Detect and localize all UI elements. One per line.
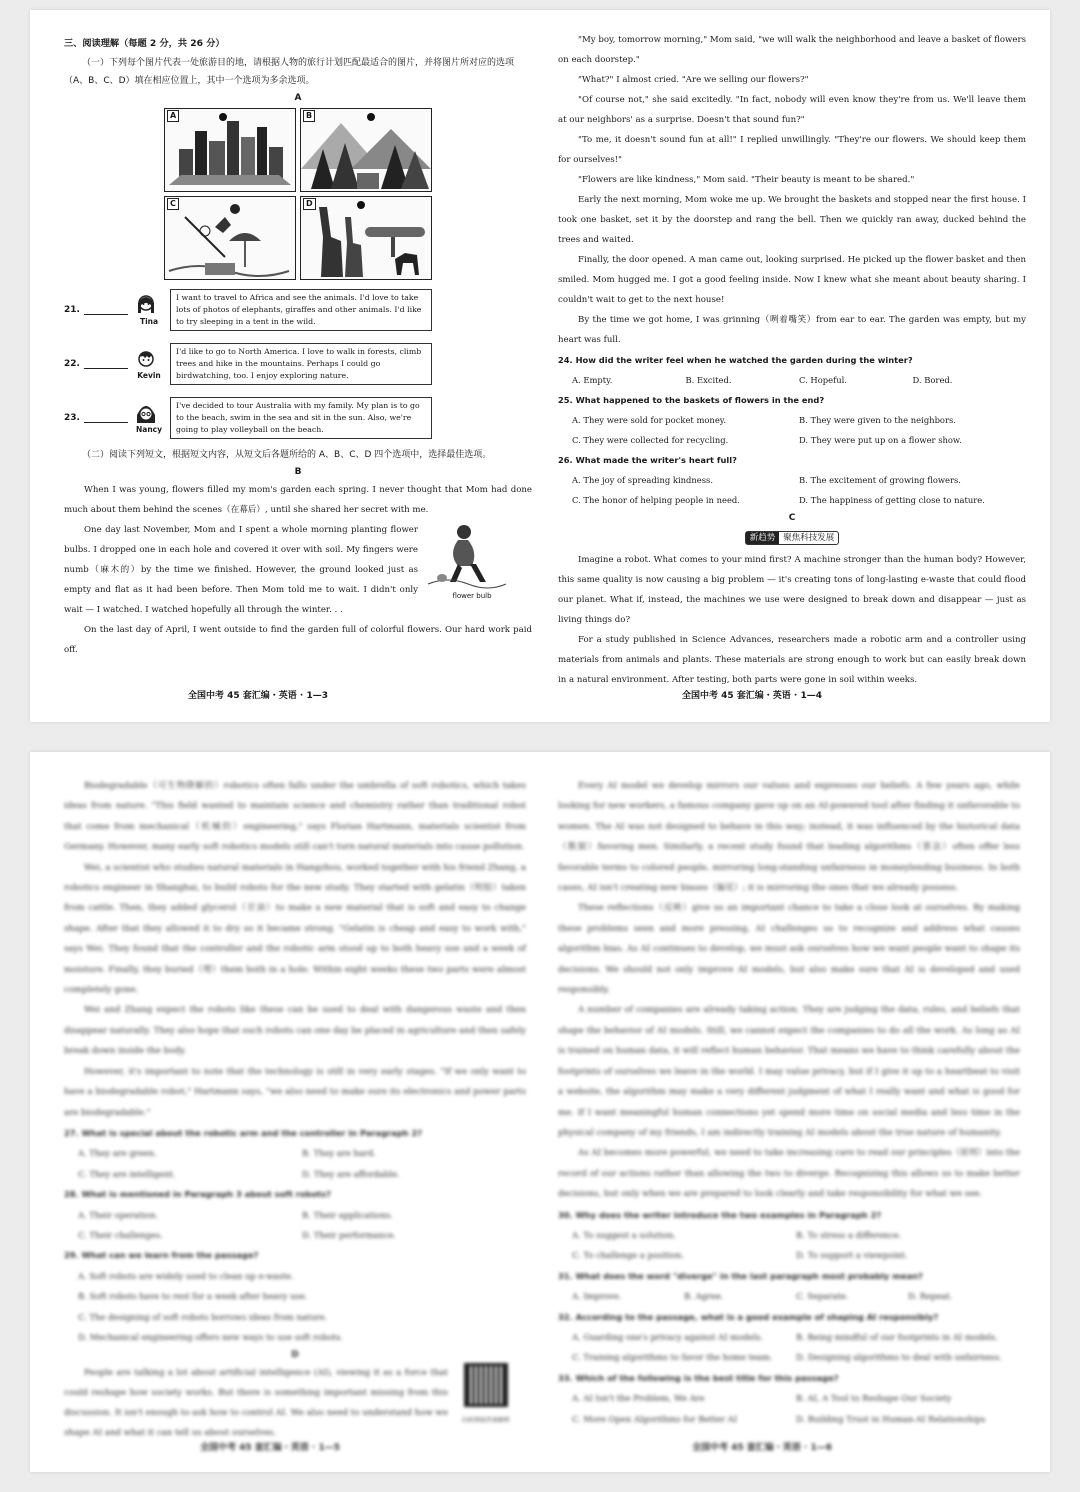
paragraph: Early the next morning, Mom woke me up. We brought the baskets and stopped near the first house. I took one basket, set it by the doorstep and rang the bell. Then we quickly ran away, ducked behind the trees and waited. bbox=[558, 195, 1026, 245]
matching-row bbox=[64, 338, 532, 390]
option[interactable]: C. Separate. bbox=[796, 1291, 849, 1302]
picture-label: C bbox=[167, 198, 179, 210]
speech-bubble: I'd like to go to North America. I love to walk in forests, climb trees and hike in the mountains. Perhaps I could go birdwatching, too. I enjoy exploring nature. bbox=[170, 343, 432, 385]
option[interactable]: C. To challenge a position. bbox=[572, 1250, 685, 1261]
bottom-left-column bbox=[64, 776, 526, 1443]
question: 29. What can we learn from the passage? bbox=[64, 1250, 259, 1261]
passage-d-letter: D bbox=[291, 1350, 299, 1361]
option[interactable]: A. AI Isn't the Problem, We Are bbox=[572, 1393, 705, 1404]
option[interactable]: A. To suggest a solution. bbox=[572, 1229, 676, 1240]
option[interactable]: D. Bored. bbox=[912, 375, 953, 385]
picture-b-forest bbox=[300, 108, 432, 192]
question-number: 23. bbox=[64, 413, 80, 423]
picture-grid bbox=[164, 108, 532, 280]
answer-blank[interactable] bbox=[84, 359, 128, 369]
option[interactable]: C. The designing of soft robots borrows ideas from nature. bbox=[78, 1311, 328, 1322]
matching-row bbox=[64, 392, 532, 444]
page-footer: 全国中考 45 套汇编・英语 · 1—3 bbox=[188, 691, 329, 701]
question: 28. What is mentioned in Paragraph 3 about soft robots? bbox=[64, 1189, 331, 1200]
question: 26. What made the writer's heart full? bbox=[558, 455, 737, 465]
part1-instruction: （一）下列每个图片代表一处旅游目的地，请根据人物的旅行计划匹配最适合的图片，并将图片所对应的选项（A、B、C、D）填在相应位置上，其中一个选项为多余选项。 bbox=[64, 58, 515, 86]
question: 27. What is special about the robotic arm and the controller in Paragraph 2? bbox=[64, 1127, 423, 1138]
option[interactable]: B. They were given to the neighbors. bbox=[799, 415, 956, 425]
picture-d-safari bbox=[300, 196, 432, 280]
paragraph: A number of companies are already taking action. They are judging the data, rules, and beliefs that shape the behavior of AI models. Still, we cannot expect the companies to do all the work. As long as AI is trained on human data, it will reflect human behavior. That means we have to think carefully about the footprints of ourselves we leave in the world. I may value privacy, but if I give it up to a heartbeat to visit a website, the algorithm may make a very different judgment of what I really want and what is good for me. If I want meaningful human connections yet spend more time on social media and less time in the physical company of my friends, I am indirectly training AI models about the true nature of humanity. bbox=[558, 1005, 1020, 1138]
option[interactable]: B. Being mindful of our footprints in AI models. bbox=[796, 1331, 998, 1342]
option[interactable]: C. They were collected for recycling. bbox=[572, 435, 729, 445]
city-skyline-icon bbox=[165, 109, 295, 191]
part2-instruction: （二）阅读下列短文，根据短文内容，从短文后各题所给的 A、B、C、D 四个选项中，选择最佳选项。 bbox=[82, 450, 492, 460]
girl-glasses-avatar-icon bbox=[134, 401, 158, 425]
option[interactable]: D. The happiness of getting close to nature. bbox=[799, 495, 985, 505]
option[interactable]: D. Their performance. bbox=[302, 1229, 397, 1240]
passage-a-letter: A bbox=[294, 93, 302, 103]
paragraph: Wei, a scientist who studies natural materials in Hangzhou, worked together with his friend Zhang, a robotics engineer in Shanghai, to build robots for the new study. They started with gelatin（明胶）taken from cattle. Then, they added glycerol（甘油）to make a new material that is soft and easy to change shape. After that they allowed it to dry so it became strong. "Gelatin is cheap and easy to work with," says Wei. They found that the controller and the robotic arm stood up to both heavy use and a week of moisture. Finally, they buried（埋）them both in a hole. Within eight weeks these two parts were almost completely gone. bbox=[64, 862, 526, 996]
paragraph: Wei and Zhang expect the robots like these can be used to deal with dangerous waste and then disappear naturally. They also hope that such robots can one day be placed in agriculture and then safely break down inside the body. bbox=[64, 1005, 526, 1057]
answer-blank[interactable] bbox=[84, 413, 128, 423]
bottom-right-column bbox=[558, 776, 1020, 1429]
passage-b-letter: B bbox=[294, 467, 302, 477]
qr-code-icon[interactable] bbox=[464, 1363, 508, 1407]
paragraph: One day last November, Mom and I spent a whole morning planting flower bulbs. I dropped one in each hole and covered it over with soil. My fingers were numb（麻木的）by the time we finished. However, the ground looked just as empty and flat as it had been before. Then Mom told me to wait. I didn't only wait — I watched. I watched hopefully all through the winter. . . bbox=[64, 525, 418, 615]
option[interactable]: B. To stress a difference. bbox=[796, 1229, 902, 1240]
options bbox=[558, 410, 1026, 450]
qr-block bbox=[448, 1363, 524, 1443]
paragraph: These reflections（反映）give us an important chance to take a close look at ourselves. By making these problems seen and more pressing, AI challenges us to recognize and address what causes algorithm bias. As AI continues to develop, we must ask ourselves how we want people want to shape its decisions. We should not only improve AI models, but also make sure that AI is developed and used responsibly. bbox=[558, 903, 1020, 996]
paragraph: People are talking a lot about artificial intelligence (AI), viewing it as a force that could reshape how society works. But there is something important missing from this discussion. It isn't enough to ask how to control AI. We also need to understand how we shape AI and what it can tell us about ourselves. bbox=[64, 1368, 448, 1439]
option[interactable]: B. Agree. bbox=[684, 1291, 724, 1302]
option[interactable]: B. They are hard. bbox=[302, 1148, 376, 1159]
person-nancy bbox=[134, 401, 164, 435]
paragraph: Biodegradable（可生物降解的）robotics often falls under the umbrella of soft robotics, which takes ideas from nature. "This field wanted to maintain science and chemistry rather than traditional robot that come from mechanical（机械的）engineering," says Florian Hartmann, materials scientist from Germany. However, many early soft robotics models still can't turn natural materials into cause pollution. bbox=[64, 781, 526, 853]
topic-tag-row bbox=[558, 528, 1026, 548]
top-page bbox=[30, 10, 1050, 722]
picture-label: D bbox=[303, 198, 316, 210]
option[interactable]: C. They are intelligent. bbox=[78, 1168, 176, 1179]
paragraph-with-image bbox=[64, 520, 532, 620]
options bbox=[558, 470, 1026, 510]
option[interactable]: D. They are affordable. bbox=[302, 1168, 400, 1179]
page-footer: 全国中考 45 套汇编・英语 · 1—6 bbox=[692, 1443, 833, 1453]
question: 33. Which of the following is the best title for this passage? bbox=[558, 1372, 839, 1383]
boy-avatar-icon bbox=[134, 347, 158, 371]
option[interactable]: C. More Open Algorithms for Better AI bbox=[572, 1413, 738, 1424]
question: 31. What does the word "diverge" in the last paragraph most probably mean? bbox=[558, 1270, 923, 1281]
option[interactable]: A. The joy of spreading kindness. bbox=[572, 475, 713, 485]
person-tina bbox=[134, 293, 164, 327]
topic-tag bbox=[745, 531, 840, 545]
option[interactable]: A. Empty. bbox=[572, 375, 613, 385]
page-footer: 全国中考 45 套汇编・英语 · 1—5 bbox=[200, 1443, 341, 1453]
top-left-column bbox=[64, 10, 532, 660]
options bbox=[558, 1388, 1020, 1429]
option[interactable]: C. Hopeful. bbox=[799, 375, 847, 385]
tag-new-trend: 新趋势 bbox=[746, 532, 780, 544]
giraffe-safari-icon bbox=[301, 197, 431, 279]
section-title: 三、阅读理解（每题 2 分，共 26 分） bbox=[64, 38, 225, 49]
person-name: Kevin bbox=[137, 371, 161, 380]
option[interactable]: C. Training algorithms to favor the home team. bbox=[572, 1352, 773, 1363]
answer-blank[interactable] bbox=[84, 305, 128, 315]
girl-avatar-icon bbox=[134, 293, 158, 317]
paragraph: Finally, the door opened. A man came out, looking surprised. He picked up the flower basket and then smiled. Mom hugged me. I got a good feeling inside. Now I knew what she meant about beauty sharing. I couldn't wait to get to the next house! bbox=[558, 255, 1026, 305]
question-number: 21. bbox=[64, 305, 80, 315]
paragraph: By the time we got home, I was grinning（咧着嘴笑）from ear to ear. The garden was empty, but my heart was full. bbox=[558, 315, 1026, 345]
page-footer: 全国中考 45 套汇编・英语 · 1—4 bbox=[682, 691, 823, 701]
paragraph: Every AI model we develop mirrors our values and expresses our beliefs. A few years ago, while looking for new workers, a famous company gave up on an AI-powered tool after finding it unfavorable to women. The AI was not designed to behave in this way; instead, it was influenced by the historical data（数据）favoring men. Similarly, a recent study found that leading algorithms（算法）often offer less favorable terms to colored people, mirroring long-standing unfairness in moneylending business. In both cases, AI isn't creating new biases（偏见）; it is mirroring the ones that we already possess. bbox=[558, 781, 1020, 894]
option[interactable]: B. Excited. bbox=[685, 375, 732, 385]
options bbox=[558, 1225, 1020, 1266]
passage-c-letter: C bbox=[788, 513, 796, 523]
paragraph: "Of course not," she said excitedly. "In fact, nobody will even know they're from us. We'll leave them at our neighbors' as a surprise. Doesn't that sound fun?" bbox=[558, 95, 1026, 125]
bottom-page bbox=[30, 752, 1050, 1472]
paragraph: "What?" I almost cried. "Are we selling our flowers?" bbox=[578, 75, 809, 85]
paragraph: For a study published in Science Advances, researchers made a robotic arm and a controller using materials from animals and plants. These materials are strong enough to work but can easily break down in a natural environment. After testing, both parts were gone in soil within weeks. bbox=[558, 635, 1026, 685]
option[interactable]: A. Soft robots are widely used to clean up e-waste. bbox=[78, 1270, 294, 1281]
option[interactable]: D. Designing algorithms to deal with unfairness. bbox=[796, 1352, 1002, 1363]
qr-caption: 扫码领取答案解析 bbox=[461, 1416, 510, 1424]
paragraph: On the last day of April, I went outside to find the garden full of colorful flowers. Our hard work paid off. bbox=[64, 625, 532, 655]
option[interactable]: D. Building Trust in Human-AI Relationships bbox=[796, 1413, 986, 1424]
option[interactable]: A. Improve. bbox=[572, 1291, 622, 1302]
option[interactable]: A. They were sold for pocket money. bbox=[572, 415, 727, 425]
option[interactable]: B. The excitement of growing flowers. bbox=[799, 475, 961, 485]
options bbox=[558, 1327, 1020, 1368]
options bbox=[64, 1205, 526, 1246]
paragraph: "Flowers are like kindness," Mom said. "Their beauty is meant to be shared." bbox=[578, 175, 915, 185]
paragraph: "My boy, tomorrow morning," Mom said, "we will walk the neighborhood and leave a basket of flowers on each doorstep." bbox=[558, 35, 1026, 65]
paragraph: Imagine a robot. What comes to your mind first? A machine stronger than the human body? However, this same quality is now causing a big problem — it's creating tons of long-lasting e-waste that could flood our planet. What if, instead, the machines we use were designed to break down and disappear — just as living things do? bbox=[558, 555, 1026, 625]
forest-mountain-icon bbox=[301, 109, 431, 191]
option[interactable]: D. To support a viewpoint. bbox=[796, 1250, 908, 1261]
paragraph: "To me, it doesn't sound fun at all!" I replied unwillingly. "They're our flowers. We should keep them for ourselves!" bbox=[558, 135, 1026, 165]
person-name: Tina bbox=[139, 317, 159, 326]
paragraph-with-qr bbox=[64, 1363, 526, 1443]
option[interactable]: D. Repeat. bbox=[908, 1291, 953, 1302]
question: 32. According to the passage, what is a good example of shaping AI responsibly? bbox=[558, 1311, 939, 1322]
picture-label: B bbox=[303, 110, 315, 122]
question: 24. How did the writer feel when he watched the garden during the winter? bbox=[558, 355, 913, 365]
option[interactable]: D. They were put up on a flower show. bbox=[799, 435, 962, 445]
speech-bubble: I've decided to tour Australia with my family. My plan is to go to the beach, swim in the sea and sit in the sun. Also, we're going to play volleyball on the beach. bbox=[170, 397, 432, 439]
option[interactable]: C. The honor of helping people in need. bbox=[572, 495, 740, 505]
question-number: 22. bbox=[64, 359, 80, 369]
beach-volleyball-icon bbox=[165, 197, 295, 279]
options bbox=[64, 1266, 526, 1348]
paragraph: However, it's important to note that the technology is still in very early stages. "If we only want to have a biodegradable robot," Hartmann says, "we also need to make sure its electronics and power parts are biodegradable." bbox=[64, 1066, 526, 1118]
option[interactable]: B. Their applications. bbox=[302, 1209, 393, 1220]
option[interactable]: B. AI, A Tool to Reshape Our Society bbox=[796, 1393, 952, 1404]
option[interactable]: A. Their operation. bbox=[78, 1209, 159, 1220]
speech-bubble: I want to travel to Africa and see the animals. I'd love to take lots of photos of elephants, giraffes and other animals. I'd like to try sleeping in a tent in the wild. bbox=[170, 289, 432, 331]
image-caption: flower bulb bbox=[452, 592, 492, 600]
paragraph: When I was young, flowers filled my mom's garden each spring. I never thought that Mom had done much about them behind the scenes（在幕后）, until she shared her secret with me. bbox=[64, 485, 532, 515]
matching-row bbox=[64, 284, 532, 336]
tag-tech: 聚焦科技发展 bbox=[783, 533, 835, 543]
option[interactable]: A. They are green. bbox=[78, 1148, 157, 1159]
question: 30. Why does the writer introduce the two examples in Paragraph 2? bbox=[558, 1209, 882, 1220]
options bbox=[558, 370, 1026, 390]
paragraph: As AI becomes more powerful, we need to take increasing care to read our principles（原则）into the record of our actions rather than allowing the two to diverge. Recognizing this allows us to make better decisions, but only when we are prepared to look clearly and take responsibility for what we see. bbox=[558, 1148, 1020, 1200]
option[interactable]: D. Mechanical engineering offers new ways to use soft robots. bbox=[78, 1331, 343, 1342]
picture-label: A bbox=[167, 110, 179, 122]
picture-a-city bbox=[164, 108, 296, 192]
top-right-column bbox=[558, 30, 1026, 690]
question: 25. What happened to the baskets of flowers in the end? bbox=[558, 395, 825, 405]
options bbox=[558, 1286, 1020, 1306]
option[interactable]: C. Their challenges. bbox=[78, 1229, 163, 1240]
picture-c-beach bbox=[164, 196, 296, 280]
person-name: Nancy bbox=[135, 425, 162, 434]
option[interactable]: B. Soft robots have to rest for a week after heavy use. bbox=[78, 1291, 308, 1302]
option[interactable]: A. Guarding one's privacy against AI models. bbox=[572, 1331, 764, 1342]
person-kevin bbox=[134, 347, 164, 381]
options bbox=[64, 1143, 526, 1184]
flower-bulb-illustration bbox=[418, 520, 526, 620]
gardening-person-icon bbox=[418, 520, 508, 592]
